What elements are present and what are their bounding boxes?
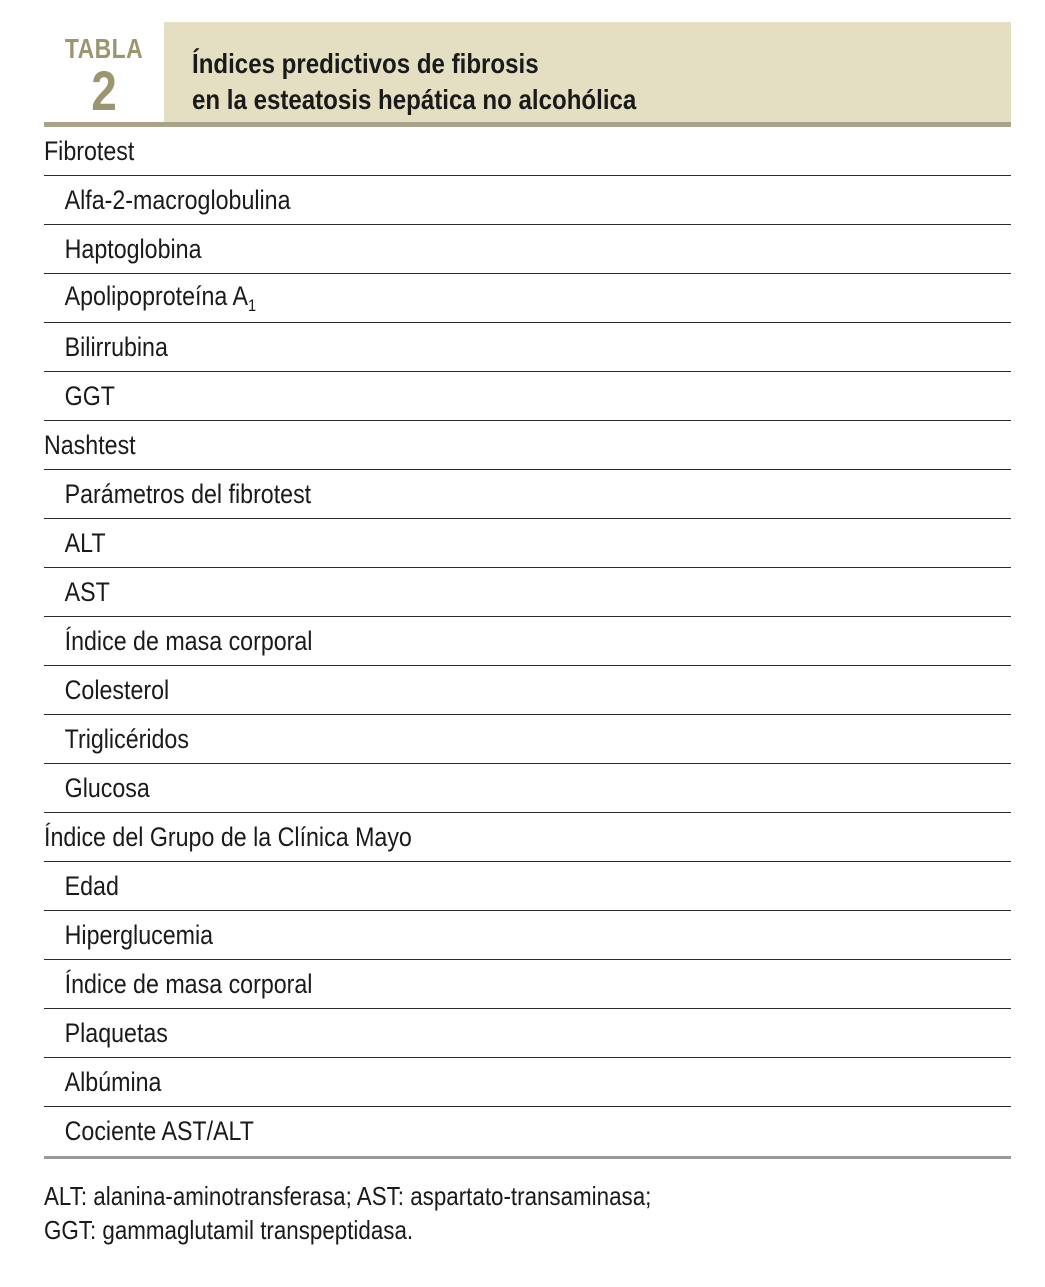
row-label: [44, 1116, 254, 1147]
table-row: [44, 323, 1011, 372]
footnote-line-2: GGT: gammaglutamil transpeptidasa.: [44, 1215, 414, 1245]
table-row: [44, 764, 1011, 813]
row-label-text: ALT: [64, 527, 106, 558]
row-label-text: Triglicéridos: [64, 723, 189, 754]
row-label-text: Fibrotest: [44, 135, 135, 166]
table-row: [44, 274, 1011, 323]
row-label: [44, 381, 115, 412]
table-row: [44, 176, 1011, 225]
row-label-text: Alfa-2-macroglobulina: [64, 184, 291, 215]
table-group-row: [44, 421, 1011, 470]
table-row: [44, 715, 1011, 764]
row-label-text: Índice del Grupo de la Clínica Mayo: [44, 821, 412, 852]
table-title: [164, 22, 1011, 122]
table-row: [44, 519, 1011, 568]
row-label: [44, 1067, 161, 1098]
table-row: [44, 911, 1011, 960]
table-row: [44, 225, 1011, 274]
row-label: [44, 773, 150, 804]
row-label-text: Glucosa: [64, 772, 150, 803]
row-label-text: Albúmina: [64, 1066, 162, 1097]
row-label-text: Edad: [64, 870, 119, 901]
table-row: [44, 568, 1011, 617]
row-label: [44, 969, 312, 1000]
table-row: [44, 862, 1011, 911]
table-header: [44, 22, 1011, 127]
table-row: [44, 666, 1011, 715]
row-label: [44, 920, 213, 951]
row-label-text: GGT: [64, 380, 115, 411]
row-label-text: Parámetros del fibrotest: [64, 478, 312, 509]
table-title-line-2: en la esteatosis hepática no alcohólica: [192, 84, 637, 115]
row-label-text: Plaquetas: [64, 1017, 168, 1048]
table-title-line-1: Índices predictivos de fibrosis: [192, 48, 539, 79]
row-label: [44, 479, 311, 510]
row-label-text: Apolipoproteína A: [64, 280, 248, 311]
row-label-text: Cociente AST/ALT: [64, 1116, 254, 1146]
row-label-text: Hiperglucemia: [64, 919, 214, 950]
group-label: [44, 430, 136, 461]
table-row: [44, 960, 1011, 1009]
table-tag-word: TABLA: [64, 33, 144, 64]
table-row: [44, 1058, 1011, 1107]
row-label-text: Haptoglobina: [64, 233, 202, 264]
table-container: [44, 22, 1011, 1247]
table-row: [44, 372, 1011, 421]
row-label: [44, 724, 189, 755]
table-footnote: [44, 1179, 1011, 1247]
row-label-text: Índice de masa corporal: [64, 625, 313, 656]
row-label-text: Colesterol: [64, 674, 170, 705]
table-tag-number: 2: [91, 59, 117, 122]
row-label-text: Nashtest: [44, 429, 136, 460]
row-label-text: AST: [64, 576, 110, 607]
row-label: [44, 871, 119, 902]
table-tag: [55, 22, 153, 122]
row-label: [44, 1018, 168, 1049]
row-label-text: Índice de masa corporal: [64, 968, 313, 999]
row-label: [44, 281, 256, 316]
row-label: [44, 577, 110, 608]
row-label: [44, 528, 106, 559]
row-label: [44, 626, 312, 657]
table-row: [44, 1009, 1011, 1058]
row-label: [44, 675, 169, 706]
table-row: [44, 1107, 1011, 1159]
table-group-row: [44, 813, 1011, 862]
row-label: [44, 332, 168, 363]
table-row: [44, 617, 1011, 666]
group-label: [44, 822, 412, 853]
table-body: [44, 127, 1011, 1159]
table-row: [44, 470, 1011, 519]
row-label-subscript: 1: [247, 295, 257, 315]
row-label: [44, 185, 291, 216]
row-label-text: Bilirrubina: [64, 331, 168, 362]
table-group-row: [44, 127, 1011, 176]
row-label: [44, 234, 202, 265]
footnote-line-1: ALT: alanina-aminotransferasa; AST: aspartato-transaminasa;: [44, 1181, 652, 1211]
group-label: [44, 136, 134, 167]
